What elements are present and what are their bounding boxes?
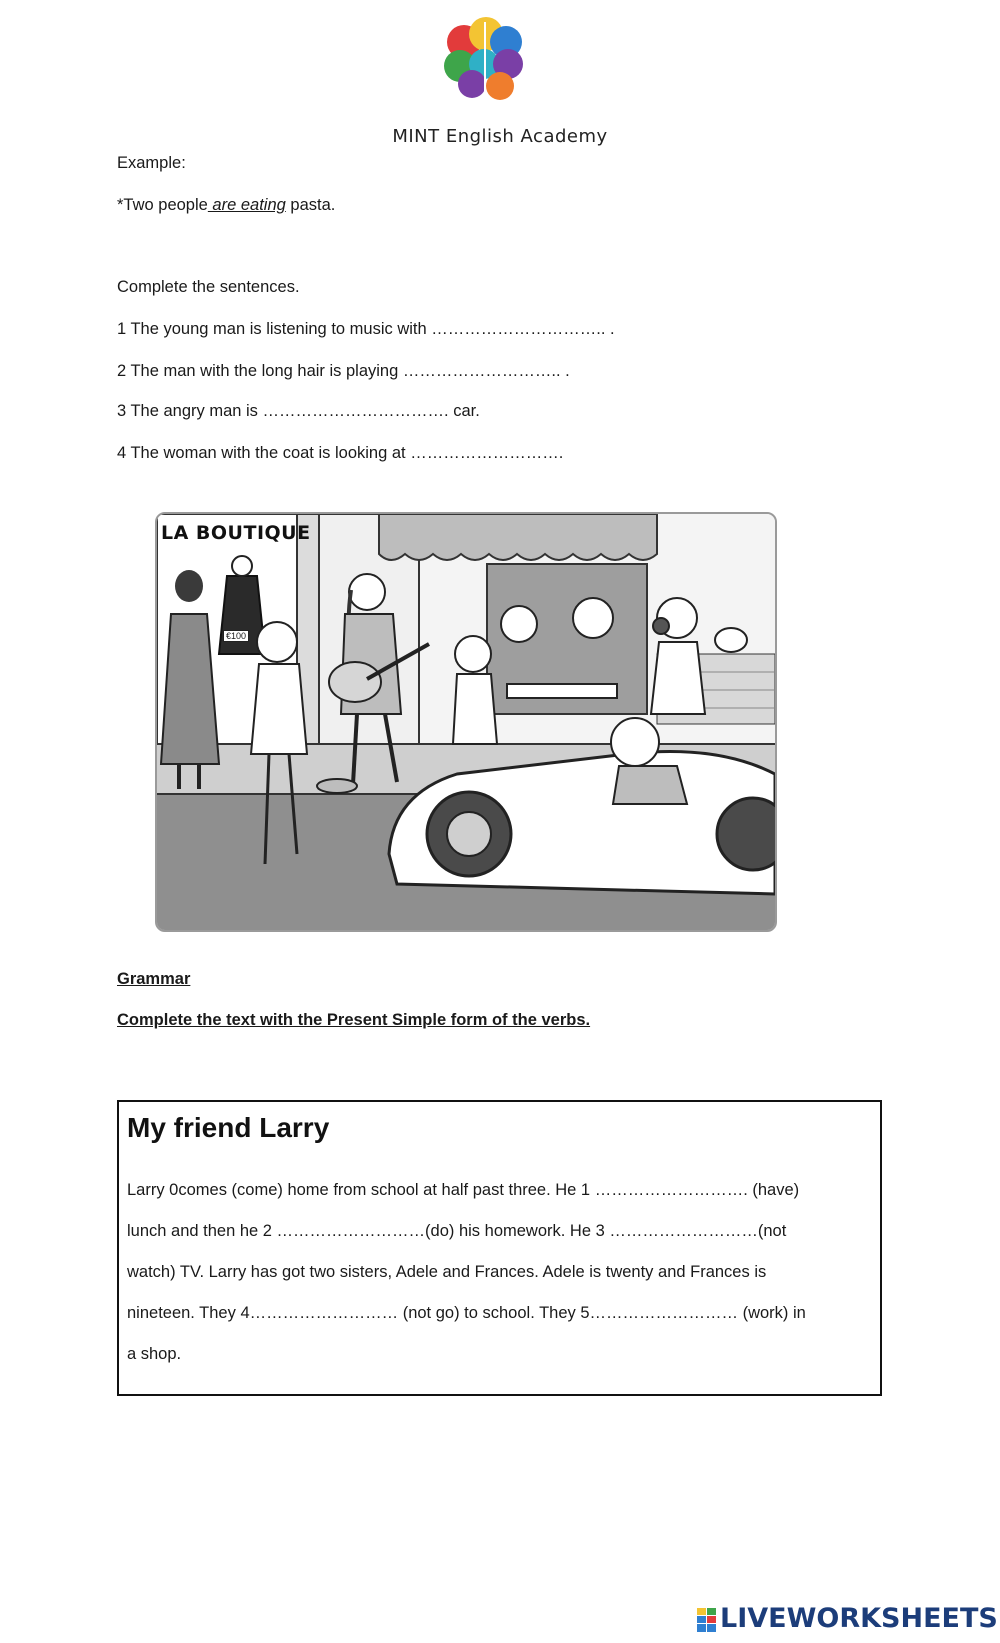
- street-scene-drawing: [157, 514, 775, 930]
- shop-sign: LA BOUTIQUE: [161, 522, 311, 544]
- grammar-instruction: Complete the text with the Present Simple form of the verbs.: [117, 1011, 591, 1029]
- larry-line-4: nineteen. They 4……………………… (not go) to school. They 5……………………… (work) in: [127, 1304, 806, 1322]
- street-scene-illustration: [155, 512, 777, 932]
- sentence-item-2: 2 The man with the long hair is playing ……………………….. .: [117, 362, 570, 380]
- price-tag: €100: [223, 630, 249, 642]
- larry-line-5: a shop.: [127, 1345, 182, 1363]
- sentence-item-3: 3 The angry man is ……………………………. car.: [117, 402, 480, 420]
- academy-name: MINT English Academy: [392, 126, 608, 147]
- grammar-heading: Grammar: [117, 970, 191, 988]
- example-sentence: [117, 196, 335, 215]
- larry-line-2: lunch and then he 2 ………………………(do) his homework. He 3 ………………………(not: [127, 1222, 787, 1240]
- brain-logo-icon: [442, 14, 528, 102]
- sentence-item-1: 1 The young man is listening to music with ………………………….. .: [117, 320, 615, 338]
- larry-line-1: Larry 0comes (come) home from school at half past three. He 1 ………………………. (have): [127, 1181, 800, 1199]
- larry-title: My friend Larry: [127, 1112, 330, 1143]
- example-answer: are eating: [207, 196, 286, 214]
- larry-line-3: watch) TV. Larry has got two sisters, Adele and Frances. Adele is twenty and Frances is: [127, 1263, 767, 1281]
- sentence-item-4: 4 The woman with the coat is looking at ……………………….: [117, 444, 564, 462]
- example-prefix: *Two people: [117, 196, 208, 214]
- liveworksheets-logo-icon: [697, 1608, 717, 1634]
- liveworksheets-brand[interactable]: LIVEWORKSHEETS: [720, 1603, 998, 1634]
- larry-text-box: [117, 1100, 882, 1396]
- example-suffix: pasta.: [285, 196, 336, 214]
- example-label: Example:: [117, 154, 186, 172]
- complete-instruction: Complete the sentences.: [117, 278, 300, 296]
